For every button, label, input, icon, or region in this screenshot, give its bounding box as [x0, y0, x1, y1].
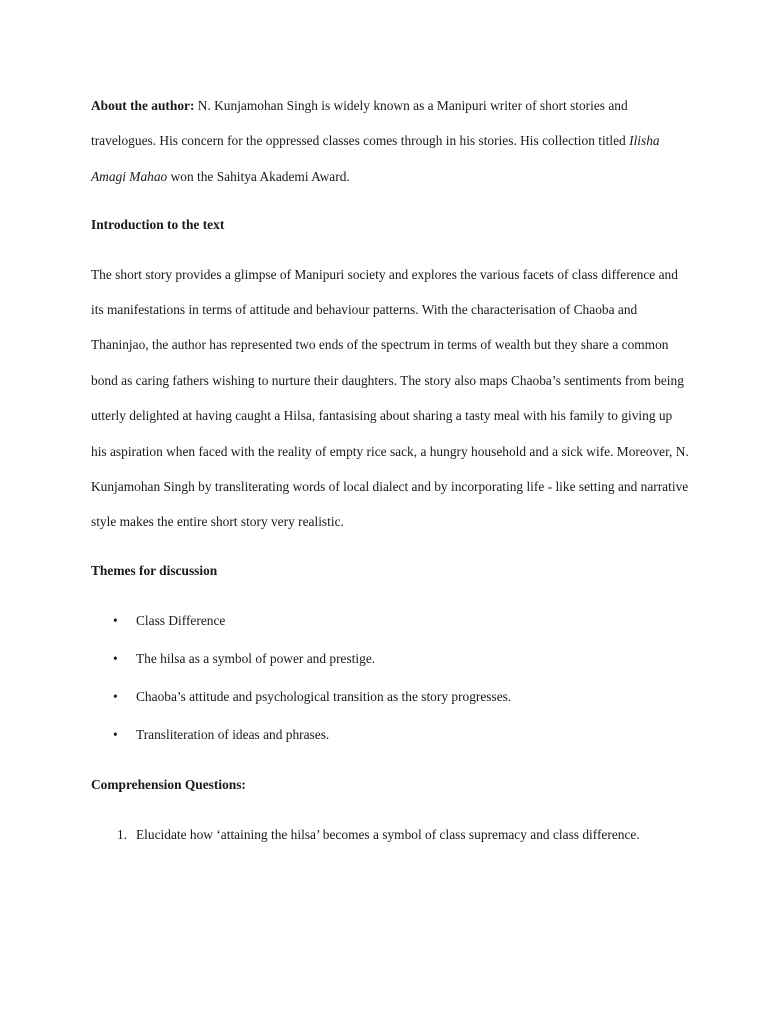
question-text: Elucidate how ‘attaining the hilsa’ becomes a symbol of class supremacy and class difference. [136, 826, 640, 842]
theme-text: Transliteration of ideas and phrases. [136, 727, 330, 743]
list-item [91, 678, 691, 716]
theme-text: Chaoba’s attitude and psychological transition as the story progresses. [136, 689, 512, 705]
questions-heading: Comprehension Questions: [91, 777, 246, 793]
list-item [91, 640, 691, 678]
theme-text: Class Difference [136, 613, 226, 629]
bullet-icon: • [113, 613, 118, 629]
about-author-label: About the author: [91, 98, 195, 113]
intro-paragraph: The short story provides a glimpse of Manipuri society and explores the various facets of class difference and its manifestations in terms of attitude and behaviour patterns. With the characterisation of Chaoba and Thaninjao, the author has represented two ends of the spectrum in terms of wealth but they share a common bond as caring fathers wishing to nurture their daughters. The story also maps Chaoba’s sentiments from being utterly delighted at having caught a Hilsa, fantasising about sharing a tasty meal with his family to giving up his aspiration when faced with the reality of empty rice sack, a hungry household and a sick wife. Moreover, N. Kunjamohan Singh by transliterating words of local dialect and by incorporating life - like setting and narrative style makes the entire short story very realistic. [91, 266, 689, 530]
theme-text: The hilsa as a symbol of power and prestige. [136, 651, 376, 667]
bullet-icon: • [113, 727, 118, 743]
list-item [91, 602, 691, 640]
bullet-icon: • [113, 651, 118, 667]
list-item [91, 817, 691, 852]
bullet-icon: • [113, 689, 118, 705]
intro-heading: Introduction to the text [91, 217, 225, 233]
question-number: 1. [117, 826, 128, 842]
questions-list [91, 817, 691, 852]
about-author-text-end: won the Sahitya Akademi Award. [167, 168, 350, 184]
list-item [91, 716, 691, 754]
themes-heading: Themes for discussion [91, 562, 218, 578]
about-author-paragraph [91, 88, 691, 194]
document-page [91, 88, 691, 852]
themes-list [91, 602, 691, 754]
about-author-text: N. Kunjamohan Singh is widely known as a Manipuri writer of short stories and travelogues. His concern for the oppressed classes comes through in his stories. His collection titled [91, 98, 630, 149]
book-title: Ilisha Amagi Mahao [91, 133, 660, 184]
